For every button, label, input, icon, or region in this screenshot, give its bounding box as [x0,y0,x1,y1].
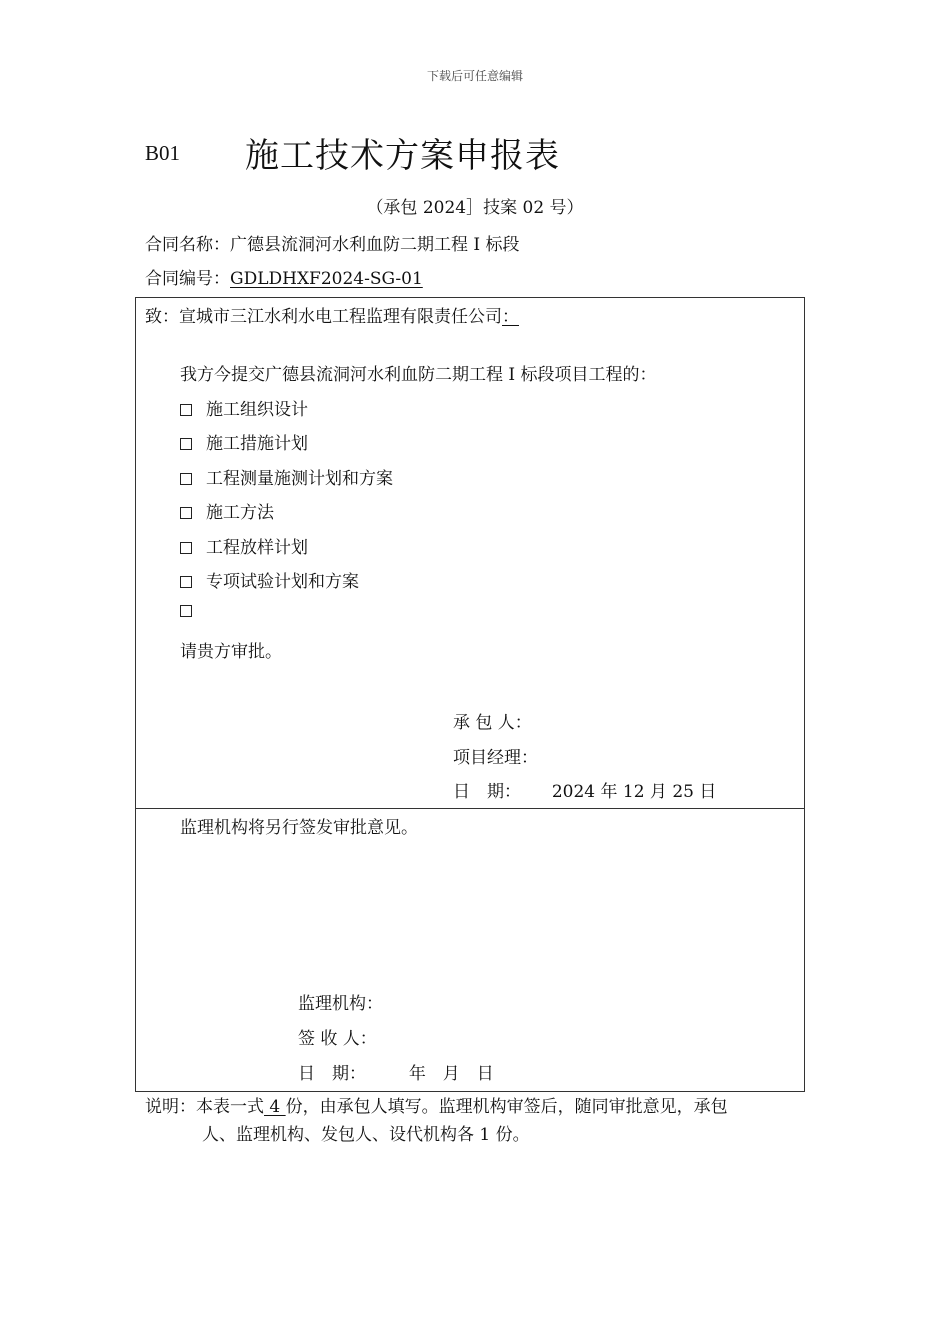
form-code: B01 [145,141,181,165]
date2-row [298,1059,494,1084]
supervision-section [135,808,805,1092]
request-text: 请贵方审批。 [180,642,282,662]
addressee-text: 致：宣城市三江水利水电工程监理有限责任公司 [145,307,502,327]
date-label: 日 期： [453,782,521,802]
option-item[interactable] [180,601,206,621]
project-manager-label: 项目经理： [453,748,538,768]
date-row [453,777,716,802]
note-prefix: 说明：本表一式 [145,1097,264,1117]
option-item[interactable] [180,464,393,489]
option-item[interactable] [180,429,308,454]
submission-text: 我方今提交广德县流洞河水利血防二期工程 I 标段项目工程的： [180,365,657,385]
date2-label: 日 期： [298,1064,366,1084]
contractor-label: 承 包 人： [453,713,532,733]
addressee-colon: ： [502,307,519,327]
checkbox-icon[interactable] [180,473,192,485]
contract-number-label: 合同编号： [145,269,230,289]
note-line-1 [145,1094,728,1120]
option-label: 工程测量施测计划和方案 [206,469,393,489]
date2-value: 年 月 日 [408,1064,494,1084]
note-line-2: 人、监理机构、发包人、设代机构各 1 份。 [202,1125,530,1145]
option-label: 施工组织设计 [206,400,308,420]
option-item[interactable] [180,498,274,523]
supervisor-label: 监理机构： [298,994,383,1014]
receiver-label: 签 收 人： [298,1029,377,1049]
form-title: 施工技术方案申报表 [245,136,560,176]
note-copies: 4 [264,1097,286,1117]
date-value: 2024 年 12 月 25 日 [551,782,717,802]
checkbox-icon[interactable] [180,576,192,588]
checkbox-icon[interactable] [180,605,192,617]
addressee [145,302,530,327]
checkbox-icon[interactable] [180,507,192,519]
note-rest: 份，由承包人填写。监理机构审签后，随同审批意见，承包 [285,1097,728,1117]
watermark: 下载后可任意编辑 [426,69,523,83]
contract-name: 合同名称：广德县流洞河水利血防二期工程 I 标段 [145,235,520,255]
option-label: 施工方法 [206,503,274,523]
checkbox-icon[interactable] [180,404,192,416]
checkbox-icon[interactable] [180,438,192,450]
option-label: 工程放样计划 [206,538,308,558]
option-label: 专项试验计划和方案 [206,572,359,592]
option-item[interactable] [180,567,359,592]
contract-number-value: GDLDHXF2024-SG-01 [230,269,423,289]
option-label: 施工措施计划 [206,434,308,454]
supervision-note: 监理机构将另行签发审批意见。 [180,818,418,838]
option-item[interactable] [180,395,308,420]
reference-number: （承包 2024］技案 02 号） [366,198,584,218]
checkbox-icon[interactable] [180,542,192,554]
option-item[interactable] [180,533,308,558]
contract-number [145,264,423,289]
